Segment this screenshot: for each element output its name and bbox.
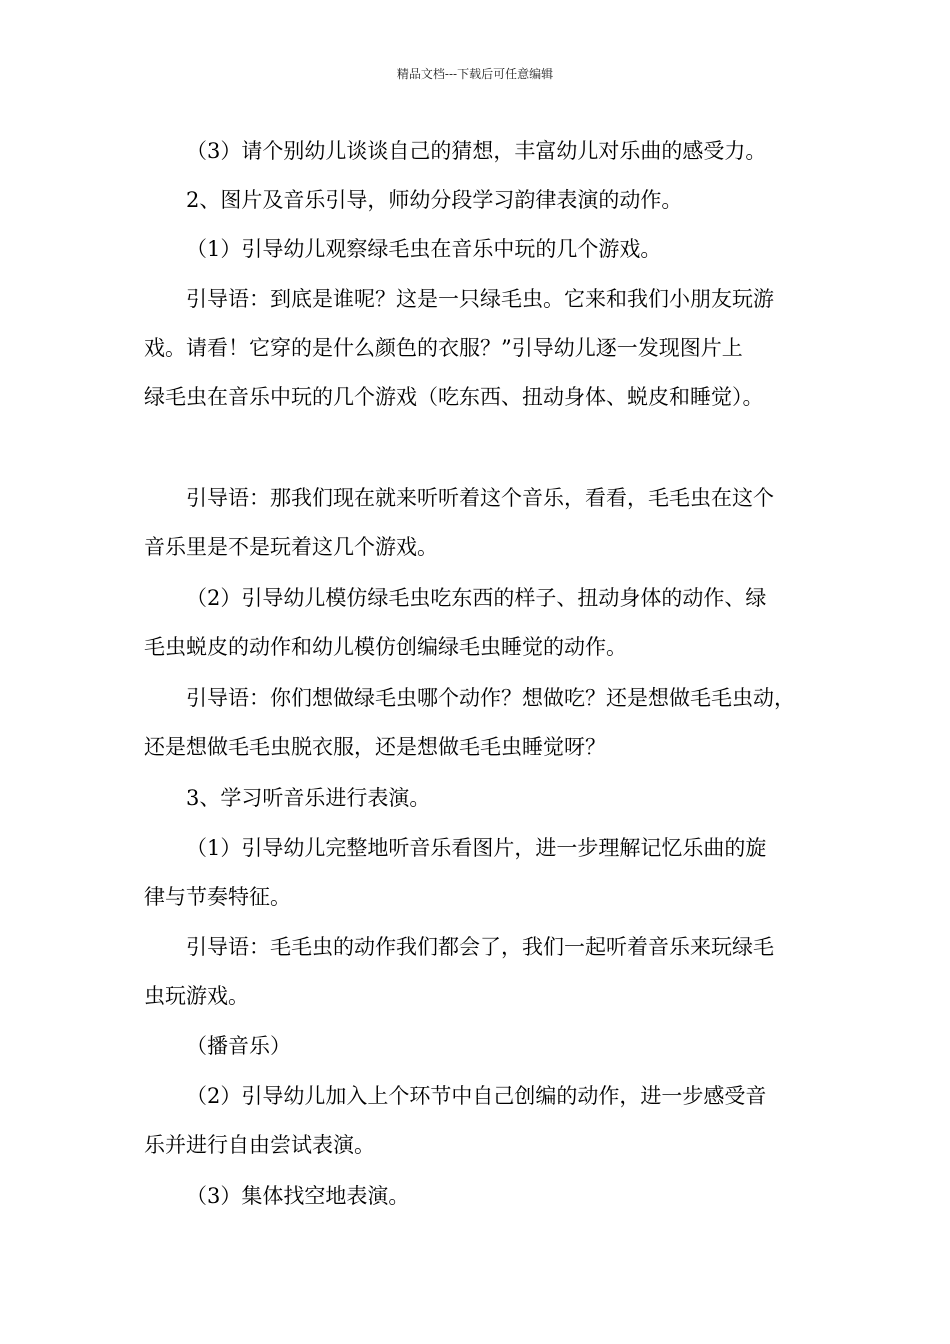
text-line: （2）引导幼儿模仿绿毛虫吃东西的样子、扭动身体的动作、绿	[186, 586, 767, 610]
paragraph-1	[144, 127, 824, 176]
paragraph-6	[144, 574, 824, 672]
text-line: 还是想做毛毛虫脱衣服，还是想做毛毛虫睡觉呀？	[144, 735, 606, 759]
text-line: 引导语：你们想做绿毛虫哪个动作？想做吃？还是想做毛毛虫动，	[186, 686, 795, 710]
text-line: 虫玩游戏。	[144, 984, 249, 1008]
paragraph-12	[144, 1072, 824, 1170]
text-line: 3、学习听音乐进行表演。	[186, 786, 431, 810]
text-line: 绿毛虫在音乐中玩的几个游戏（吃东西、扭动身体、蜕皮和睡觉）。	[144, 385, 764, 409]
text-line: 引导语：到底是谁呢？这是一只绿毛虫。它来和我们小朋友玩游	[186, 287, 774, 311]
text-line: （1）引导幼儿观察绿毛虫在音乐中玩的几个游戏。	[186, 237, 662, 261]
text-line: （播音乐）	[186, 1034, 291, 1058]
text-line: 音乐里是不是玩着这几个游戏。	[144, 535, 438, 559]
text-line: 乐并进行自由尝试表演。	[144, 1133, 375, 1157]
text-line: 毛虫蜕皮的动作和幼儿模仿创编绿毛虫睡觉的动作。	[144, 635, 627, 659]
text-line: （2）引导幼儿加入上个环节中自己创编的动作，进一步感受音	[186, 1084, 767, 1108]
paragraph-7	[144, 674, 824, 772]
paragraph-2	[144, 176, 824, 225]
text-line: （3）集体找空地表演。	[186, 1184, 410, 1208]
text-line: 引导语：那我们现在就来听听着这个音乐，看看，毛毛虫在这个	[186, 486, 774, 510]
paragraph-3	[144, 225, 824, 274]
paragraph-11	[144, 1022, 824, 1071]
text-line: 引导语：毛毛虫的动作我们都会了，我们一起听着音乐来玩绿毛	[186, 935, 774, 959]
text-line: 戏。请看！它穿的是什么颜色的衣服？”引导幼儿逐一发现图片上	[144, 336, 743, 360]
text-line: 2、图片及音乐引导，师幼分段学习韵律表演的动作。	[186, 188, 683, 212]
page-header: 精品文档---下载后可任意编辑	[396, 67, 554, 81]
paragraph-5	[144, 474, 824, 572]
text-line: 律与节奏特征。	[144, 885, 291, 909]
text-line: （1）引导幼儿完整地听音乐看图片，进一步理解记忆乐曲的旋	[186, 836, 767, 860]
paragraph-13	[144, 1172, 824, 1221]
text-line: （3）请个别幼儿谈谈自己的猜想，丰富幼儿对乐曲的感受力。	[186, 139, 767, 163]
paragraph-4	[144, 275, 824, 422]
paragraph-8	[144, 774, 824, 823]
paragraph-9	[144, 824, 824, 922]
paragraph-10	[144, 923, 824, 1021]
